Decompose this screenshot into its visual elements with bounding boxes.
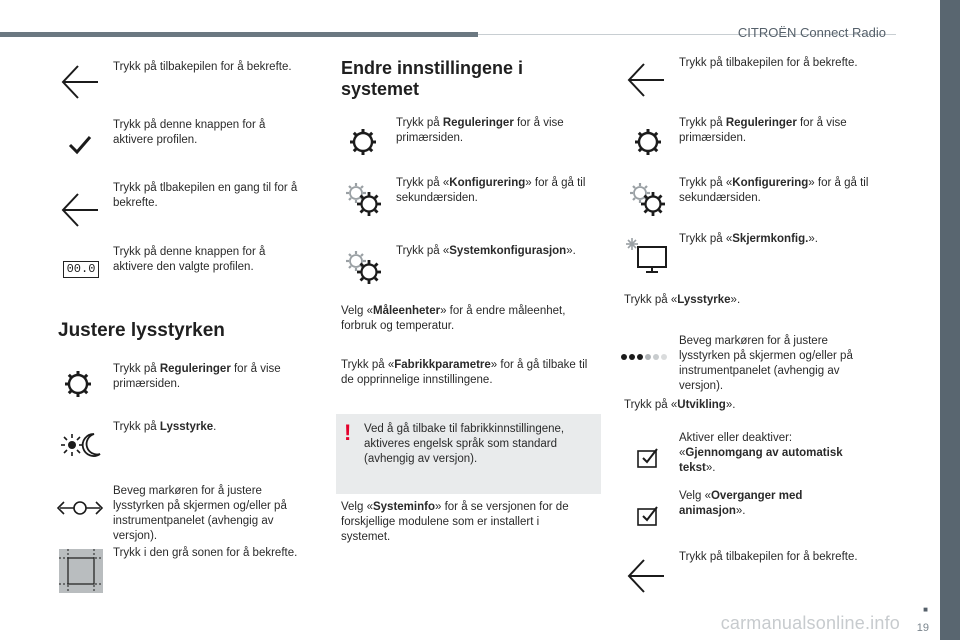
gear-icon xyxy=(347,126,379,158)
instruction-text: Beveg markøren for å justere lysstyrken på skjermen og/eller på instrumentpanelet (avhengig av versjon). xyxy=(113,485,287,542)
instruction-text: Beveg markøren for å justere lysstyrken på skjermen og/eller på instrumentpanelet (avhengig av versjon). xyxy=(679,335,853,392)
checkmark-icon xyxy=(58,126,102,162)
instruction-text: Trykk på Reguleringer for å vise primærsiden. xyxy=(113,363,281,390)
grey-zone-icon xyxy=(58,548,104,594)
back-arrow-icon xyxy=(58,188,102,232)
instruction-text: Trykk på «Konfigurering» for å gå til sekundærsiden. xyxy=(396,177,586,204)
instruction-text: Trykk på tilbakepilen for å bekrefte. xyxy=(113,61,292,73)
paragraph: Trykk på «Utvikling». xyxy=(624,399,736,411)
watermark: carmanualsonline.info xyxy=(720,613,900,633)
screen-settings-icon xyxy=(624,236,670,276)
instruction-text: Trykk på «Systemkonfigurasjon». xyxy=(396,245,576,257)
gears-icon xyxy=(626,180,668,218)
page-marker: ■ xyxy=(923,605,928,614)
page-number: 19 xyxy=(916,622,929,634)
warning-note xyxy=(336,414,601,494)
brightness-icon xyxy=(58,430,102,460)
warning-text: Ved å gå tilbake til fabrikkinnstillingene, aktiveres engelsk språk som standard (avhengig av versjon). xyxy=(364,423,565,465)
back-arrow-icon xyxy=(624,554,668,598)
header-title: CITROËN Connect Radio xyxy=(737,25,886,40)
instruction-text: Trykk på denne knappen for å aktivere den valgte profilen. xyxy=(113,246,266,273)
instruction-text: Trykk på tlbakepilen en gang til for å bekrefte. xyxy=(113,182,298,209)
instruction-text: Trykk på denne knappen for å aktivere profilen. xyxy=(113,119,266,146)
instruction-text: Trykk på Reguleringer for å vise primærsiden. xyxy=(396,117,564,144)
instruction-text: Trykk på Lysstyrke. xyxy=(113,421,217,433)
instruction-text: Trykk på tilbakepilen for å bekrefte. xyxy=(679,57,858,69)
paragraph: Trykk på «Fabrikkparametre» for å gå tilbake til de opprinnelige innstillingene. xyxy=(341,359,588,386)
instruction-text: Trykk på Reguleringer for å vise primærsiden. xyxy=(679,117,847,144)
instruction-text: Aktiver eller deaktiver: «Gjennomgang av automatisk tekst». xyxy=(679,432,843,474)
instruction-text: Trykk på «Konfigurering» for å gå til sekundærsiden. xyxy=(679,177,869,204)
gear-icon xyxy=(632,126,664,158)
instruction-text: Trykk på «Skjermkonfig.». xyxy=(679,233,818,245)
section-title-line: systemet xyxy=(341,79,420,99)
checkbox-icon xyxy=(634,502,662,530)
instruction-text: Trykk på tilbakepilen for å bekrefte. xyxy=(679,551,858,563)
paragraph: Trykk på «Lysstyrke». xyxy=(624,294,741,306)
warning-icon: ! xyxy=(344,420,352,445)
page-sidebar xyxy=(940,0,960,640)
brightness-level-icon xyxy=(620,350,672,364)
gears-icon xyxy=(342,248,384,286)
gears-icon xyxy=(342,180,384,218)
section-title xyxy=(341,58,581,100)
gear-icon xyxy=(62,368,94,400)
instruction-text: Trykk i den grå sonen for å bekrefte. xyxy=(113,547,298,559)
slider-icon xyxy=(56,496,104,520)
paragraph: Velg «Systeminfo» for å se versjonen for de forskjellige modulene som er installert i systemet. xyxy=(341,501,569,543)
display-value-icon xyxy=(58,258,104,280)
instruction-text: Velg «Overganger med animasjon». xyxy=(679,490,803,517)
back-arrow-icon xyxy=(624,58,668,102)
paragraph: Velg «Måleenheter» for å endre måleenhet, forbruk og temperatur. xyxy=(341,305,566,332)
display-value: 00.0 xyxy=(63,261,100,278)
checkbox-icon xyxy=(634,444,662,472)
back-arrow-icon xyxy=(58,60,102,104)
header-bar xyxy=(0,32,478,37)
section-title: Justere lysstyrken xyxy=(58,320,225,341)
section-title-line: Endre innstillingene i xyxy=(341,58,524,78)
